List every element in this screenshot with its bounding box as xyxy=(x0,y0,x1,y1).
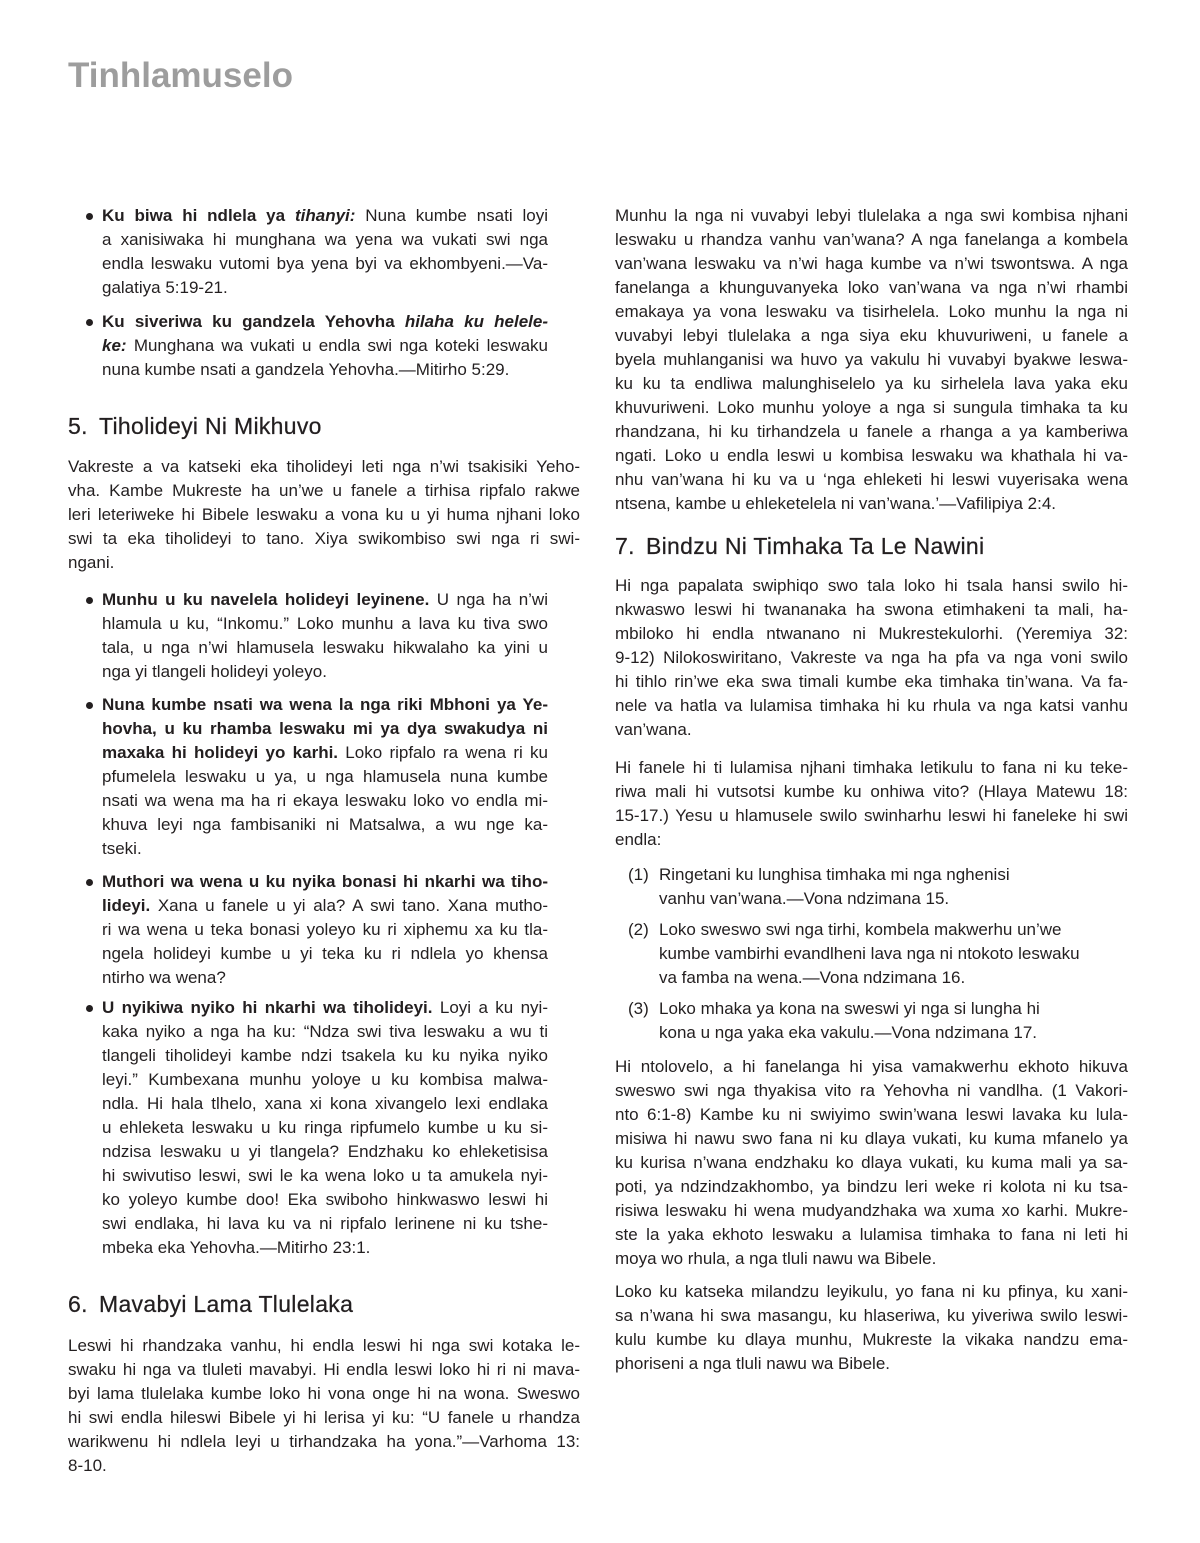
paragraph-text xyxy=(68,1334,580,1478)
paragraph xyxy=(615,574,1128,742)
paragraph-text xyxy=(615,756,1128,852)
text-line xyxy=(102,204,548,228)
text-line: nga yi tlangeli holideyi yoleyo. xyxy=(102,662,327,681)
text-line: 8-10. xyxy=(68,1456,107,1475)
text-run: Nuna kumbe nsati loyi xyxy=(355,206,549,225)
bullet-dot-icon xyxy=(86,1005,93,1012)
paragraph-text xyxy=(615,1280,1128,1376)
text-line: leswaku u rhandza vanhu van’wana? A nga fanelanga a kombela xyxy=(615,230,1128,249)
bullet-text xyxy=(102,310,548,382)
paragraph-text xyxy=(615,574,1128,742)
text-line: Hi nga papalata swiphiqo swo tala loko hi tsala hansi swilo hi- xyxy=(615,576,1128,595)
paragraph xyxy=(615,1280,1128,1376)
paragraph-text xyxy=(615,204,1128,516)
text-line: Munhu la nga ni vuvabyi lebyi tlulelaka a nga swi kombisa njhani xyxy=(615,206,1128,225)
text-line: swaku hi nga va tluleti mavabyi. Hi endla leswi loko hi ri ni mava- xyxy=(68,1360,580,1379)
bold-italic-text: hilaha ku helele- xyxy=(404,312,548,331)
text-line: kulu kumbe ku dlaya munhu, Mukreste la vikaka nandzu ema- xyxy=(615,1330,1128,1349)
text-line: leyi.” Kumbexana munhu yoloye u ku kombisa malwa- xyxy=(102,1070,548,1089)
text-line: Hi fanele hi ti lulamisa njhani timhaka letikulu to fana ni ku teke- xyxy=(615,758,1128,777)
bold-italic-text: tihanyi: xyxy=(294,206,356,225)
text-line: endla leswaku vutomi bya yena byi va ekhombyeni.—Va- xyxy=(102,254,548,273)
text-line: fanelanga a khunguvanyeka loko van’wana va nga n’wi rhambi xyxy=(615,278,1128,297)
text-line: khuva leyi nga fambisaniki ni Matsalwa, a wu nge ka- xyxy=(102,815,548,834)
text-line xyxy=(102,717,548,741)
text-line: ngati. Loko u endla leswi u kombisa leswaku wa khathala hi va- xyxy=(615,446,1128,465)
text-run: Loyi a ku nyi- xyxy=(432,998,548,1017)
text-line: hi swivutiso leswi, swi le ka wena loko u ta amukela nyi- xyxy=(102,1166,548,1185)
text-line: va famba na wena.—Vona ndzimana 16. xyxy=(659,968,966,987)
text-line: swi endlaka, hi lava ku va ni ripfalo lerinene ni ku tshe- xyxy=(102,1214,548,1233)
text-line xyxy=(102,894,548,918)
numbered-list-item xyxy=(615,997,1128,1045)
bullet-dot-icon xyxy=(86,213,93,220)
text-line: sa n’wana hi swa masangu, ku hlaseriwa, ku yiveriwa swilo leswi- xyxy=(615,1306,1128,1325)
text-line: kona u nga yaka eka vakulu.—Vona ndzimana 17. xyxy=(659,1023,1038,1042)
section-title: Bindzu Ni Timhaka Ta Le Nawini xyxy=(646,533,985,559)
section-number: 7. xyxy=(615,533,635,559)
section-heading xyxy=(68,1289,580,1319)
text-line: 9-12) Nilokoswiritano, Vakreste va nga ha pfa va nga voni swilo xyxy=(615,648,1128,667)
text-line: Loko sweswo swi nga tirhi, kombela makwerhu un’we xyxy=(659,920,1062,939)
text-line: sweswo swi nga thyakisa vito ra Yehovha ni vandlha. (1 Vakori- xyxy=(615,1081,1128,1100)
bullet-dot-icon xyxy=(86,597,93,604)
text-line: warikwenu hi ndlela leyi u tirhandzaka ha yona.”—Varhoma 13: xyxy=(68,1432,580,1451)
bullet-dot-icon xyxy=(86,319,93,326)
text-line: vuvabyi lebyi tlulelaka a nga siya eku khuvuriweni, u fanele a xyxy=(615,326,1128,345)
text-line: ndla. Hi hala tlhelo, xana xi kona xivangelo lexi endlaka xyxy=(102,1094,548,1113)
list-number: (3) xyxy=(628,999,649,1018)
bullet-item xyxy=(68,996,548,1260)
bold-text: hovha, u ku rhamba leswaku mi ya dya swakudya ni xyxy=(102,719,548,738)
bullet-text xyxy=(102,693,548,861)
bold-text: lideyi. xyxy=(102,896,151,915)
numbered-list-item xyxy=(615,918,1128,990)
text-line: hi tihlo rin’we eka swa timali kumbe eka timhaka tin’wana. Va fa- xyxy=(615,672,1128,691)
text-line: risiwa leswaku hi wena mudyandzhaka wa xuma xo karhi. Mukre- xyxy=(615,1201,1128,1220)
paragraph-text xyxy=(68,455,580,575)
text-line: u ehleketa leswaku u ku ringa ripfumelo kumbe u ku si- xyxy=(102,1118,548,1137)
paragraph xyxy=(615,756,1128,852)
text-line: van’wana leswaku va n’wi haga kumbe va n’wi tswontswa. A nga xyxy=(615,254,1128,273)
bullet-item xyxy=(68,693,548,861)
text-line: khuvuriweni. Loko munhu yoloye a nga si sungula timhaka ta ku xyxy=(615,398,1128,417)
bold-text: Nuna kumbe nsati wa wena la nga riki Mbhoni ya Ye- xyxy=(102,695,548,714)
list-number: (1) xyxy=(628,865,649,884)
text-line: nhu van’wana hi ku va u ‘nga ehleketi hi leswi vuyerisaka wena xyxy=(615,470,1128,489)
text-line: ntsena, kambe u ehleketelela ni van’wana.’—Vafilipiya 2:4. xyxy=(615,494,1057,513)
text-run: U nga ha n’wi xyxy=(429,590,548,609)
text-line: hi swi endla hileswi Bibele yi hi lerisa yi ku: “U fanele u rhandza xyxy=(68,1408,580,1427)
text-line xyxy=(102,741,548,765)
text-line: swi ta eka tiholideyi to tano. Xiya swikombiso swi nga ri swi- xyxy=(68,529,580,548)
paragraph-text xyxy=(615,1055,1128,1271)
text-line: tseki. xyxy=(102,839,142,858)
text-line: moya wo rhula, a nga tluli nawu wa Bibele. xyxy=(615,1249,937,1268)
bullet-item xyxy=(68,588,548,684)
text-line: endla: xyxy=(615,830,662,849)
section-number: 6. xyxy=(68,1291,88,1317)
text-line: poti, ya ndzindzakhombo, ya bindzu leri weke ri kolota ni ku tsa- xyxy=(615,1177,1128,1196)
section-heading xyxy=(68,411,580,441)
text-line: ku ku ta endliwa malunghiselelo ya ku sirhelela lava yaka eku xyxy=(615,374,1128,393)
text-line: riwa mali hi vutsotsi kumbe ku onhiwa vito? (Hlaya Matewu 18: xyxy=(615,782,1128,801)
text-line: vha. Kambe Mukreste ha un’we u fanele a tirhisa ripfalo rakwe xyxy=(68,481,580,500)
text-line: byi lama tlulelaka kumbe loko hi vona onge hi na wona. Sweswo xyxy=(68,1384,580,1403)
numbered-list-item xyxy=(615,863,1128,911)
text-line: tlangeli tiholideyi kambe ndzi tsakela ku ku nyika nyiko xyxy=(102,1046,548,1065)
text-line: nuna kumbe nsati a gandzela Yehovha.—Mitirho 5:29. xyxy=(102,360,510,379)
text-line: kaka nyiko a nga ha ku: “Ndza swi tiva leswaku a wu ti xyxy=(102,1022,548,1041)
text-line: leri leteriweke hi Bibele leswaku a vona ku u yi huma njhani loko xyxy=(68,505,580,524)
bullet-dot-icon xyxy=(86,879,93,886)
bullet-text xyxy=(102,204,548,300)
bullet-text xyxy=(102,996,548,1260)
text-line: van’wana. xyxy=(615,720,692,739)
text-line: mbeka eka Yehovha.—Mitirho 23:1. xyxy=(102,1238,371,1257)
text-line: Loko ku katseka milandzu leyikulu, yo fana ni ku pfinya, ku xani- xyxy=(615,1282,1128,1301)
bullet-text xyxy=(102,870,548,990)
text-line xyxy=(102,870,548,894)
text-line: nkwaswo leswi hi twananaka ha swona etimhakeni ta mali, ha- xyxy=(615,600,1128,619)
section-title: Mavabyi Lama Tlulelaka xyxy=(99,1291,354,1317)
text-line xyxy=(102,334,548,358)
bold-italic-text: ke: xyxy=(102,336,127,355)
bullet-text xyxy=(102,588,548,684)
text-line: ndzisa leswaku u yi tlangela? Endzhaku ko ehleketisisa xyxy=(102,1142,548,1161)
text-line: byela muhlanganisi wa huvo ya vakulu hi vuvabyi byakwe leswa- xyxy=(615,350,1128,369)
paragraph xyxy=(68,1334,580,1478)
page-title: Tinhlamuselo xyxy=(68,56,293,95)
paragraph xyxy=(68,455,580,575)
bold-text: Ku siveriwa ku gandzela Yehovha xyxy=(102,312,405,331)
text-run: Loko ripfalo ra wena ri ku xyxy=(338,743,548,762)
text-run: Munghana wa vukati u endla swi nga koteki leswaku xyxy=(126,336,548,355)
text-line: kumbe vambirhi evandlheni lava nga ni ntokoto leswaku xyxy=(659,944,1080,963)
section-heading xyxy=(615,531,1128,561)
list-item-text xyxy=(659,997,1128,1045)
text-line: ko yoleyo kumbe doo! Eka swiboho hinkwaswo leswi hi xyxy=(102,1190,548,1209)
text-line xyxy=(102,588,548,612)
text-line: Leswi hi rhandzaka vanhu, hi endla leswi hi nga swi kotaka le- xyxy=(68,1336,580,1355)
text-line: ngani. xyxy=(68,553,115,572)
bullet-item xyxy=(68,310,548,382)
bullet-item xyxy=(68,204,548,300)
text-line: Ringetani ku lunghisa timhaka mi nga nghenisi xyxy=(659,865,1010,884)
text-line: 15-17.) Yesu u hlamusele swilo swinharhu leswi hi faneleke hi swi xyxy=(615,806,1128,825)
section-number: 5. xyxy=(68,413,88,439)
text-line: mbiloko hi endla ntwanano ni Mukrestekulorhi. (Yeremiya 32: xyxy=(615,624,1128,643)
text-line: nto 6:1-8) Kambe ku ni swiyimo swin’wana leswi lavaka ku lula- xyxy=(615,1105,1128,1124)
text-line: phoriseni a nga tluli nawu wa Bibele. xyxy=(615,1354,891,1373)
text-line: vanhu van’wana.—Vona ndzimana 15. xyxy=(659,889,950,908)
text-line: ri wa wena u teka bonasi yoleyo ku ri xiphemu xa ku tla- xyxy=(102,920,548,939)
paragraph xyxy=(615,1055,1128,1271)
bullet-dot-icon xyxy=(86,702,93,709)
section-title: Tiholideyi Ni Mikhuvo xyxy=(99,413,322,439)
text-line xyxy=(102,693,548,717)
text-line xyxy=(102,310,548,334)
text-line: Vakreste a va katseki eka tiholideyi leti nga n’wi tsakisiki Yeho- xyxy=(68,457,580,476)
bold-text: U nyikiwa nyiko hi nkarhi wa tiholideyi. xyxy=(102,998,433,1017)
text-line: ste la yaka ekhoto leswaku a lulamisa timhaka to fana ni leti hi xyxy=(615,1225,1128,1244)
bold-text: maxaka hi holideyi yo karhi. xyxy=(102,743,339,762)
bold-text: Ku biwa hi ndlela ya xyxy=(102,206,295,225)
text-line: nsati wa wena ma ha ri ekaya leswaku loko vo endla mi- xyxy=(102,791,548,810)
list-item-text xyxy=(659,863,1128,911)
text-line: misiwa hi nawu swo fana ni ku dlaya vukati, ku kuma mfanelo ya xyxy=(615,1129,1128,1148)
text-run: Xana u fanele u yi ala? A swi tano. Xana mutho- xyxy=(150,896,548,915)
text-line: hlamula u ku, “Inkomu.” Loko munhu a lava ku tiva swo xyxy=(102,614,548,633)
text-line: pfumelela leswaku u ya, u nga hlamusela nuna kumbe xyxy=(102,767,548,786)
text-line: galatiya 5:19-21. xyxy=(102,278,228,297)
text-line: rhandzana, hi ku tirhandzela u fanele a rhanga a ya kamberiwa xyxy=(615,422,1128,441)
text-line: ku kurisa n’wana endzhaku ko dlaya vukati, ku kuma mali ya sa- xyxy=(615,1153,1128,1172)
paragraph xyxy=(615,204,1128,516)
text-line: a xanisiwaka hi munghana wa yena wa vukati swi nga xyxy=(102,230,548,249)
list-item-text xyxy=(659,918,1128,990)
list-number: (2) xyxy=(628,920,649,939)
text-line: Loko mhaka ya kona na sweswi yi nga si lungha hi xyxy=(659,999,1040,1018)
text-line: Hi ntolovelo, a hi fanelanga hi yisa vamakwerhu ekhoto hikuva xyxy=(615,1057,1128,1076)
bold-text: Munhu u ku navelela holideyi leyinene. xyxy=(102,590,430,609)
bullet-item xyxy=(68,870,548,990)
text-line xyxy=(102,996,548,1020)
text-line: ngela holideyi kumbe u yi teka ku ri ndlela yo khensa xyxy=(102,944,548,963)
text-line: nele va hatla va lulamisa timhaka hi ku rhula va nga katsi vanhu xyxy=(615,696,1128,715)
text-line: ntirho wa wena? xyxy=(102,968,226,987)
bold-text: Muthori wa wena u ku nyika bonasi hi nkarhi wa tiho- xyxy=(102,872,548,891)
text-line: tala, u nga n’wi hlamusela leswaku hikwalaho ka yini u xyxy=(102,638,548,657)
text-line: emakaya ya vona leswaku va tisirhelela. Loko munhu la nga ni xyxy=(615,302,1128,321)
